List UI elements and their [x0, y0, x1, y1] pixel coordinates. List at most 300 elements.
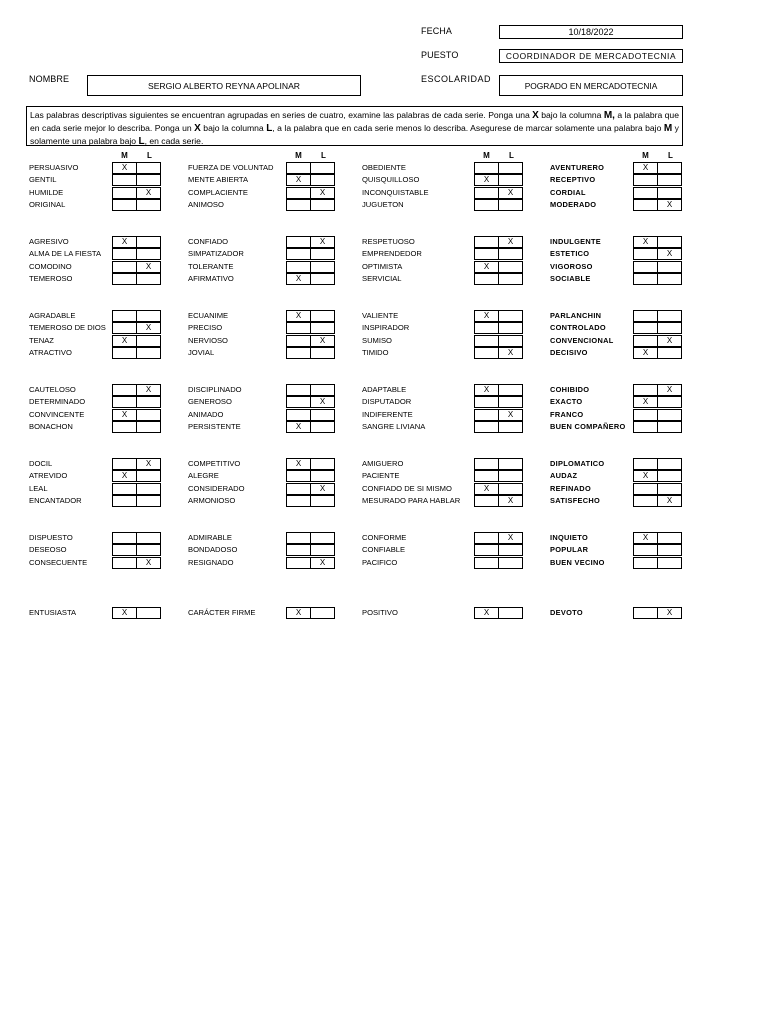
fecha-field[interactable]: 10/18/2022 [499, 25, 683, 39]
word-label: TEMEROSO DE DIOS [29, 323, 106, 333]
checkbox-m[interactable] [474, 322, 499, 334]
word-label: AFIRMATIVO [188, 273, 234, 283]
checkbox-l[interactable]: X [136, 322, 161, 334]
checkbox-m[interactable]: X [474, 384, 499, 396]
checkbox-m[interactable] [633, 544, 658, 556]
checkbox-l[interactable] [136, 236, 161, 248]
checkbox-m[interactable]: X [633, 162, 658, 174]
checkbox-m[interactable] [112, 322, 137, 334]
word-label: INDULGENTE [550, 237, 602, 246]
checkbox-l[interactable]: X [136, 557, 161, 569]
checkbox-m[interactable]: X [112, 409, 137, 421]
word-label: PERSISTENTE [188, 421, 241, 431]
word-label: CONVENCIONAL [550, 335, 614, 345]
word-label: NERVIOSO [188, 335, 228, 345]
word-label: ALEGRE [188, 471, 219, 481]
checkbox-l[interactable] [136, 347, 161, 359]
checkbox-l[interactable] [310, 310, 335, 322]
checkbox-m[interactable] [112, 495, 137, 507]
word-label: DESEOSO [29, 545, 67, 555]
checkbox-m[interactable]: X [474, 261, 499, 273]
checkbox-l[interactable] [498, 384, 523, 396]
word-label: COMPLACIENTE [188, 187, 248, 197]
word-label: PACIENTE [362, 471, 400, 481]
checkbox-l[interactable] [136, 199, 161, 211]
word-label: BONDADOSO [188, 545, 238, 555]
word-label: PARLANCHIN [550, 311, 602, 320]
word-label: ORIGINAL [29, 199, 66, 209]
checkbox-m[interactable] [633, 174, 658, 186]
checkbox-l[interactable] [498, 322, 523, 334]
checkbox-l[interactable] [657, 347, 682, 359]
checkbox-m[interactable] [474, 347, 499, 359]
checkbox-l[interactable] [498, 396, 523, 408]
checkbox-m[interactable] [112, 483, 137, 495]
checkbox-l[interactable]: X [498, 347, 523, 359]
checkbox-l[interactable] [657, 310, 682, 322]
checkbox-l[interactable] [310, 248, 335, 260]
instructions-text: y solamente una palabra bajo [30, 123, 679, 146]
instructions-text: a la palabra que en cada serie mejor lo describa. Ponga un [30, 110, 679, 133]
checkbox-m[interactable] [474, 396, 499, 408]
checkbox-l[interactable] [136, 421, 161, 433]
checkbox-l[interactable] [498, 544, 523, 556]
checkbox-m[interactable] [633, 310, 658, 322]
checkbox-l[interactable] [498, 557, 523, 569]
checkbox-l[interactable] [657, 174, 682, 186]
word-label: ANIMOSO [188, 199, 224, 209]
word-label: RESPETUOSO [362, 237, 415, 246]
instructions-text: Las palabras descriptivas siguientes se encuentran agrupadas en series de cuatro, examine las palabras de cada serie. Ponga una [30, 110, 533, 120]
word-label: CAUTELOSO [29, 385, 76, 394]
checkbox-m[interactable] [633, 409, 658, 421]
checkbox-l[interactable]: X [498, 495, 523, 507]
checkbox-l[interactable]: X [498, 187, 523, 199]
checkbox-l[interactable]: X [136, 261, 161, 273]
checkbox-l[interactable] [136, 310, 161, 322]
checkbox-l[interactable] [498, 261, 523, 273]
instructions-box [26, 106, 683, 146]
checkbox-l[interactable] [136, 483, 161, 495]
checkbox-l[interactable] [310, 409, 335, 421]
checkbox-m[interactable] [286, 483, 311, 495]
checkbox-m[interactable] [474, 532, 499, 544]
word-label: POPULAR [550, 545, 589, 555]
checkbox-l[interactable]: X [657, 607, 682, 619]
checkbox-l[interactable] [498, 607, 523, 619]
word-label: AUDAZ [550, 471, 578, 481]
column-header-m: M [483, 151, 490, 160]
word-label: MESURADO PARA HABLAR [362, 495, 461, 505]
word-label: CORDIAL [550, 187, 586, 197]
word-label: REFINADO [550, 483, 591, 493]
checkbox-l[interactable] [136, 607, 161, 619]
checkbox-m[interactable] [112, 557, 137, 569]
word-label: AGRESIVO [29, 237, 69, 246]
checkbox-m[interactable]: X [112, 162, 137, 174]
checkbox-m[interactable] [286, 322, 311, 334]
checkbox-l[interactable] [310, 532, 335, 544]
checkbox-m[interactable] [286, 236, 311, 248]
checkbox-l[interactable] [310, 458, 335, 470]
checkbox-m[interactable] [474, 458, 499, 470]
checkbox-m[interactable] [286, 162, 311, 174]
word-label: INCONQUISTABLE [362, 187, 429, 197]
checkbox-m[interactable] [633, 322, 658, 334]
checkbox-l[interactable] [657, 322, 682, 334]
checkbox-l[interactable]: X [657, 199, 682, 211]
checkbox-l[interactable] [657, 162, 682, 174]
checkbox-l[interactable] [136, 248, 161, 260]
checkbox-m[interactable] [474, 236, 499, 248]
checkbox-l[interactable] [136, 532, 161, 544]
checkbox-m[interactable]: X [474, 174, 499, 186]
word-label: CONFORME [362, 533, 407, 542]
checkbox-m[interactable] [112, 421, 137, 433]
word-label: SUMISO [362, 335, 392, 345]
checkbox-m[interactable]: X [474, 607, 499, 619]
word-label: DOCIL [29, 459, 53, 468]
checkbox-m[interactable] [474, 273, 499, 285]
checkbox-l[interactable]: X [657, 335, 682, 347]
checkbox-m[interactable] [112, 458, 137, 470]
word-label: AGRADABLE [29, 311, 76, 320]
checkbox-m[interactable] [112, 248, 137, 260]
checkbox-m[interactable] [474, 199, 499, 211]
checkbox-l[interactable] [136, 174, 161, 186]
checkbox-l[interactable]: X [657, 248, 682, 260]
checkbox-m[interactable]: X [633, 532, 658, 544]
checkbox-m[interactable] [286, 557, 311, 569]
checkbox-m[interactable] [633, 273, 658, 285]
word-label: TEMEROSO [29, 273, 73, 283]
checkbox-m[interactable] [112, 199, 137, 211]
instructions-l: L [138, 136, 145, 147]
checkbox-m[interactable]: X [633, 396, 658, 408]
checkbox-l[interactable] [310, 470, 335, 482]
checkbox-l[interactable] [310, 347, 335, 359]
checkbox-m[interactable] [112, 396, 137, 408]
word-label: OPTIMISTA [362, 261, 403, 271]
word-label: JOVIAL [188, 347, 215, 357]
word-label: CONTROLADO [550, 323, 606, 333]
checkbox-m[interactable]: X [286, 458, 311, 470]
checkbox-m[interactable] [474, 421, 499, 433]
checkbox-m[interactable] [474, 495, 499, 507]
checkbox-l[interactable] [136, 409, 161, 421]
escolaridad-label: ESCOLARIDAD [421, 74, 492, 84]
word-label: HUMILDE [29, 187, 64, 197]
checkbox-m[interactable]: X [474, 483, 499, 495]
word-label: ATREVIDO [29, 471, 68, 481]
checkbox-m[interactable] [286, 470, 311, 482]
instructions-x: X [532, 110, 539, 121]
word-label: PERSUASIVO [29, 163, 79, 172]
word-label: PRECISO [188, 323, 223, 333]
checkbox-l[interactable] [498, 199, 523, 211]
word-label: MENTE ABIERTA [188, 175, 249, 185]
checkbox-l[interactable] [310, 495, 335, 507]
checkbox-m[interactable] [112, 187, 137, 199]
checkbox-m[interactable]: X [286, 273, 311, 285]
checkbox-m[interactable] [286, 261, 311, 273]
checkbox-l[interactable] [498, 470, 523, 482]
word-label: VIGOROSO [550, 261, 593, 271]
checkbox-l[interactable] [310, 421, 335, 433]
word-label: BUEN VECINO [550, 557, 605, 567]
checkbox-m[interactable] [633, 607, 658, 619]
checkbox-l[interactable] [310, 162, 335, 174]
word-label: AMIGUERO [362, 459, 404, 468]
word-label: QUISQUILLOSO [362, 175, 420, 185]
word-label: GENEROSO [188, 397, 232, 407]
checkbox-l[interactable] [657, 557, 682, 569]
instructions-m: M, [603, 110, 615, 121]
checkbox-l[interactable] [657, 458, 682, 470]
checkbox-m[interactable]: X [112, 335, 137, 347]
word-label: SANGRE LIVIANA [362, 421, 426, 431]
puesto-field[interactable]: COORDINADOR DE MERCADOTECNIA [499, 49, 683, 63]
checkbox-m[interactable]: X [633, 347, 658, 359]
checkbox-l[interactable] [136, 273, 161, 285]
word-label: ANIMADO [188, 409, 224, 419]
checkbox-l[interactable] [310, 322, 335, 334]
word-label: SERVICIAL [362, 273, 402, 283]
word-label: DISPUESTO [29, 533, 73, 542]
checkbox-m[interactable] [286, 248, 311, 260]
checkbox-l[interactable]: X [498, 409, 523, 421]
checkbox-l[interactable] [310, 607, 335, 619]
checkbox-m[interactable]: X [286, 607, 311, 619]
checkbox-l[interactable] [310, 384, 335, 396]
checkbox-l[interactable] [136, 495, 161, 507]
checkbox-l[interactable] [498, 310, 523, 322]
checkbox-l[interactable] [136, 470, 161, 482]
checkbox-l[interactable] [498, 335, 523, 347]
checkbox-l[interactable]: X [657, 384, 682, 396]
checkbox-m[interactable] [474, 248, 499, 260]
checkbox-m[interactable] [286, 544, 311, 556]
checkbox-l[interactable]: X [498, 236, 523, 248]
word-label: CONFIABLE [362, 545, 406, 555]
checkbox-l[interactable]: X [310, 187, 335, 199]
checkbox-l[interactable] [657, 532, 682, 544]
word-label: CONVINCENTE [29, 409, 85, 419]
escolaridad-field[interactable]: POGRADO EN MERCADOTECNIA [499, 75, 683, 96]
checkbox-l[interactable] [310, 273, 335, 285]
checkbox-l[interactable] [310, 174, 335, 186]
checkbox-m[interactable] [633, 261, 658, 273]
word-label: CONFIADO DE SI MISMO [362, 483, 452, 493]
checkbox-l[interactable] [657, 187, 682, 199]
checkbox-l[interactable] [136, 335, 161, 347]
word-label: RECEPTIVO [550, 175, 596, 185]
checkbox-l[interactable] [498, 174, 523, 186]
word-label: LEAL [29, 483, 48, 493]
word-label: DIPLOMATICO [550, 459, 605, 468]
word-label: BUEN COMPAÑERO [550, 421, 626, 431]
checkbox-l[interactable]: X [310, 483, 335, 495]
word-label: AVENTURERO [550, 163, 605, 172]
word-label: SOCIABLE [550, 273, 591, 283]
checkbox-l[interactable]: X [498, 532, 523, 544]
checkbox-m[interactable] [633, 495, 658, 507]
instructions-l: L [266, 123, 273, 134]
word-label: DEVOTO [550, 608, 583, 617]
checkbox-l[interactable] [657, 421, 682, 433]
checkbox-l[interactable]: X [136, 187, 161, 199]
checkbox-l[interactable] [657, 483, 682, 495]
column-header-l: L [668, 151, 673, 160]
checkbox-l[interactable] [498, 421, 523, 433]
checkbox-m[interactable] [286, 396, 311, 408]
checkbox-m[interactable]: X [112, 607, 137, 619]
word-label: GENTIL [29, 175, 57, 185]
checkbox-l[interactable]: X [136, 458, 161, 470]
checkbox-m[interactable] [474, 162, 499, 174]
column-header-l: L [321, 151, 326, 160]
checkbox-l[interactable] [657, 396, 682, 408]
checkbox-m[interactable] [286, 199, 311, 211]
checkbox-m[interactable]: X [286, 421, 311, 433]
word-label: CONFIADO [188, 237, 229, 246]
word-label: ADAPTABLE [362, 385, 407, 394]
checkbox-m[interactable] [286, 384, 311, 396]
checkbox-m[interactable]: X [286, 310, 311, 322]
word-label: DECISIVO [550, 347, 588, 357]
checkbox-m[interactable] [633, 483, 658, 495]
checkbox-l[interactable]: X [310, 396, 335, 408]
checkbox-l[interactable] [498, 458, 523, 470]
fecha-label: FECHA [421, 26, 453, 36]
word-label: POSITIVO [362, 608, 398, 617]
word-label: ESTETICO [550, 249, 590, 259]
checkbox-m[interactable] [112, 174, 137, 186]
column-header-m: M [295, 151, 302, 160]
word-label: ENTUSIASTA [29, 608, 77, 617]
checkbox-l[interactable] [498, 248, 523, 260]
checkbox-m[interactable] [286, 495, 311, 507]
word-label: COMODINO [29, 261, 72, 271]
checkbox-l[interactable] [498, 273, 523, 285]
checkbox-m[interactable] [474, 335, 499, 347]
checkbox-m[interactable] [474, 470, 499, 482]
word-label: VALIENTE [362, 311, 399, 320]
checkbox-l[interactable] [498, 162, 523, 174]
word-label: COMPETITIVO [188, 459, 241, 468]
checkbox-m[interactable]: X [112, 470, 137, 482]
checkbox-m[interactable] [112, 310, 137, 322]
checkbox-l[interactable] [498, 483, 523, 495]
checkbox-m[interactable]: X [112, 236, 137, 248]
checkbox-l[interactable]: X [310, 557, 335, 569]
checkbox-l[interactable] [136, 396, 161, 408]
instructions-x: X [194, 123, 201, 134]
checkbox-m[interactable] [633, 384, 658, 396]
checkbox-l[interactable] [310, 261, 335, 273]
checkbox-m[interactable] [474, 187, 499, 199]
checkbox-m[interactable] [474, 544, 499, 556]
checkbox-m[interactable]: X [474, 310, 499, 322]
nombre-field[interactable]: SERGIO ALBERTO REYNA APOLINAR [87, 75, 361, 96]
instructions-text: , en cada serie. [144, 136, 204, 146]
checkbox-l[interactable]: X [136, 384, 161, 396]
checkbox-l[interactable] [657, 544, 682, 556]
checkbox-m[interactable]: X [286, 174, 311, 186]
checkbox-m[interactable] [286, 335, 311, 347]
word-label: FRANCO [550, 409, 584, 419]
checkbox-l[interactable] [136, 162, 161, 174]
checkbox-l[interactable] [657, 261, 682, 273]
instructions-text: bajo la columna [538, 110, 604, 120]
checkbox-l[interactable] [657, 409, 682, 421]
checkbox-m[interactable]: X [633, 236, 658, 248]
checkbox-m[interactable] [112, 384, 137, 396]
checkbox-m[interactable] [286, 532, 311, 544]
word-label: DISPUTADOR [362, 397, 412, 407]
checkbox-l[interactable] [657, 470, 682, 482]
checkbox-l[interactable]: X [310, 335, 335, 347]
checkbox-m[interactable] [112, 261, 137, 273]
word-label: FUERZA DE VOLUNTAD [188, 163, 274, 172]
checkbox-l[interactable] [310, 199, 335, 211]
checkbox-m[interactable] [633, 335, 658, 347]
checkbox-l[interactable] [657, 236, 682, 248]
checkbox-m[interactable] [633, 199, 658, 211]
checkbox-m[interactable] [474, 557, 499, 569]
checkbox-m[interactable] [633, 248, 658, 260]
checkbox-l[interactable]: X [310, 236, 335, 248]
checkbox-m[interactable] [474, 409, 499, 421]
column-header-l: L [147, 151, 152, 160]
checkbox-m[interactable]: X [633, 470, 658, 482]
word-label: ARMONIOSO [188, 495, 236, 505]
checkbox-l[interactable] [310, 544, 335, 556]
word-label: SIMPATIZADOR [188, 249, 244, 259]
checkbox-l[interactable]: X [657, 495, 682, 507]
checkbox-m[interactable] [633, 187, 658, 199]
instructions-m: M [663, 123, 673, 134]
word-label: OBEDIENTE [362, 163, 406, 172]
checkbox-m[interactable] [286, 347, 311, 359]
checkbox-m[interactable] [112, 544, 137, 556]
word-label: EMPRENDEDOR [362, 249, 422, 259]
word-label: COHIBIDO [550, 385, 590, 394]
column-header-l: L [509, 151, 514, 160]
checkbox-m[interactable] [633, 458, 658, 470]
word-label: CONSECUENTE [29, 557, 88, 567]
word-label: RESIGNADO [188, 557, 234, 567]
checkbox-m[interactable] [112, 532, 137, 544]
checkbox-l[interactable] [136, 544, 161, 556]
checkbox-m[interactable] [112, 347, 137, 359]
word-label: TOLERANTE [188, 261, 234, 271]
checkbox-l[interactable] [657, 273, 682, 285]
word-label: DISCIPLINADO [188, 385, 242, 394]
checkbox-m[interactable] [112, 273, 137, 285]
word-label: PACIFICO [362, 557, 398, 567]
checkbox-m[interactable] [633, 557, 658, 569]
checkbox-m[interactable] [286, 187, 311, 199]
word-label: EXACTO [550, 397, 583, 407]
word-label: CARÁCTER FIRME [188, 608, 256, 617]
checkbox-m[interactable] [286, 409, 311, 421]
word-label: BONACHON [29, 421, 73, 431]
column-header-m: M [642, 151, 649, 160]
word-label: TIMIDO [362, 347, 389, 357]
word-label: TENAZ [29, 335, 54, 345]
checkbox-m[interactable] [633, 421, 658, 433]
